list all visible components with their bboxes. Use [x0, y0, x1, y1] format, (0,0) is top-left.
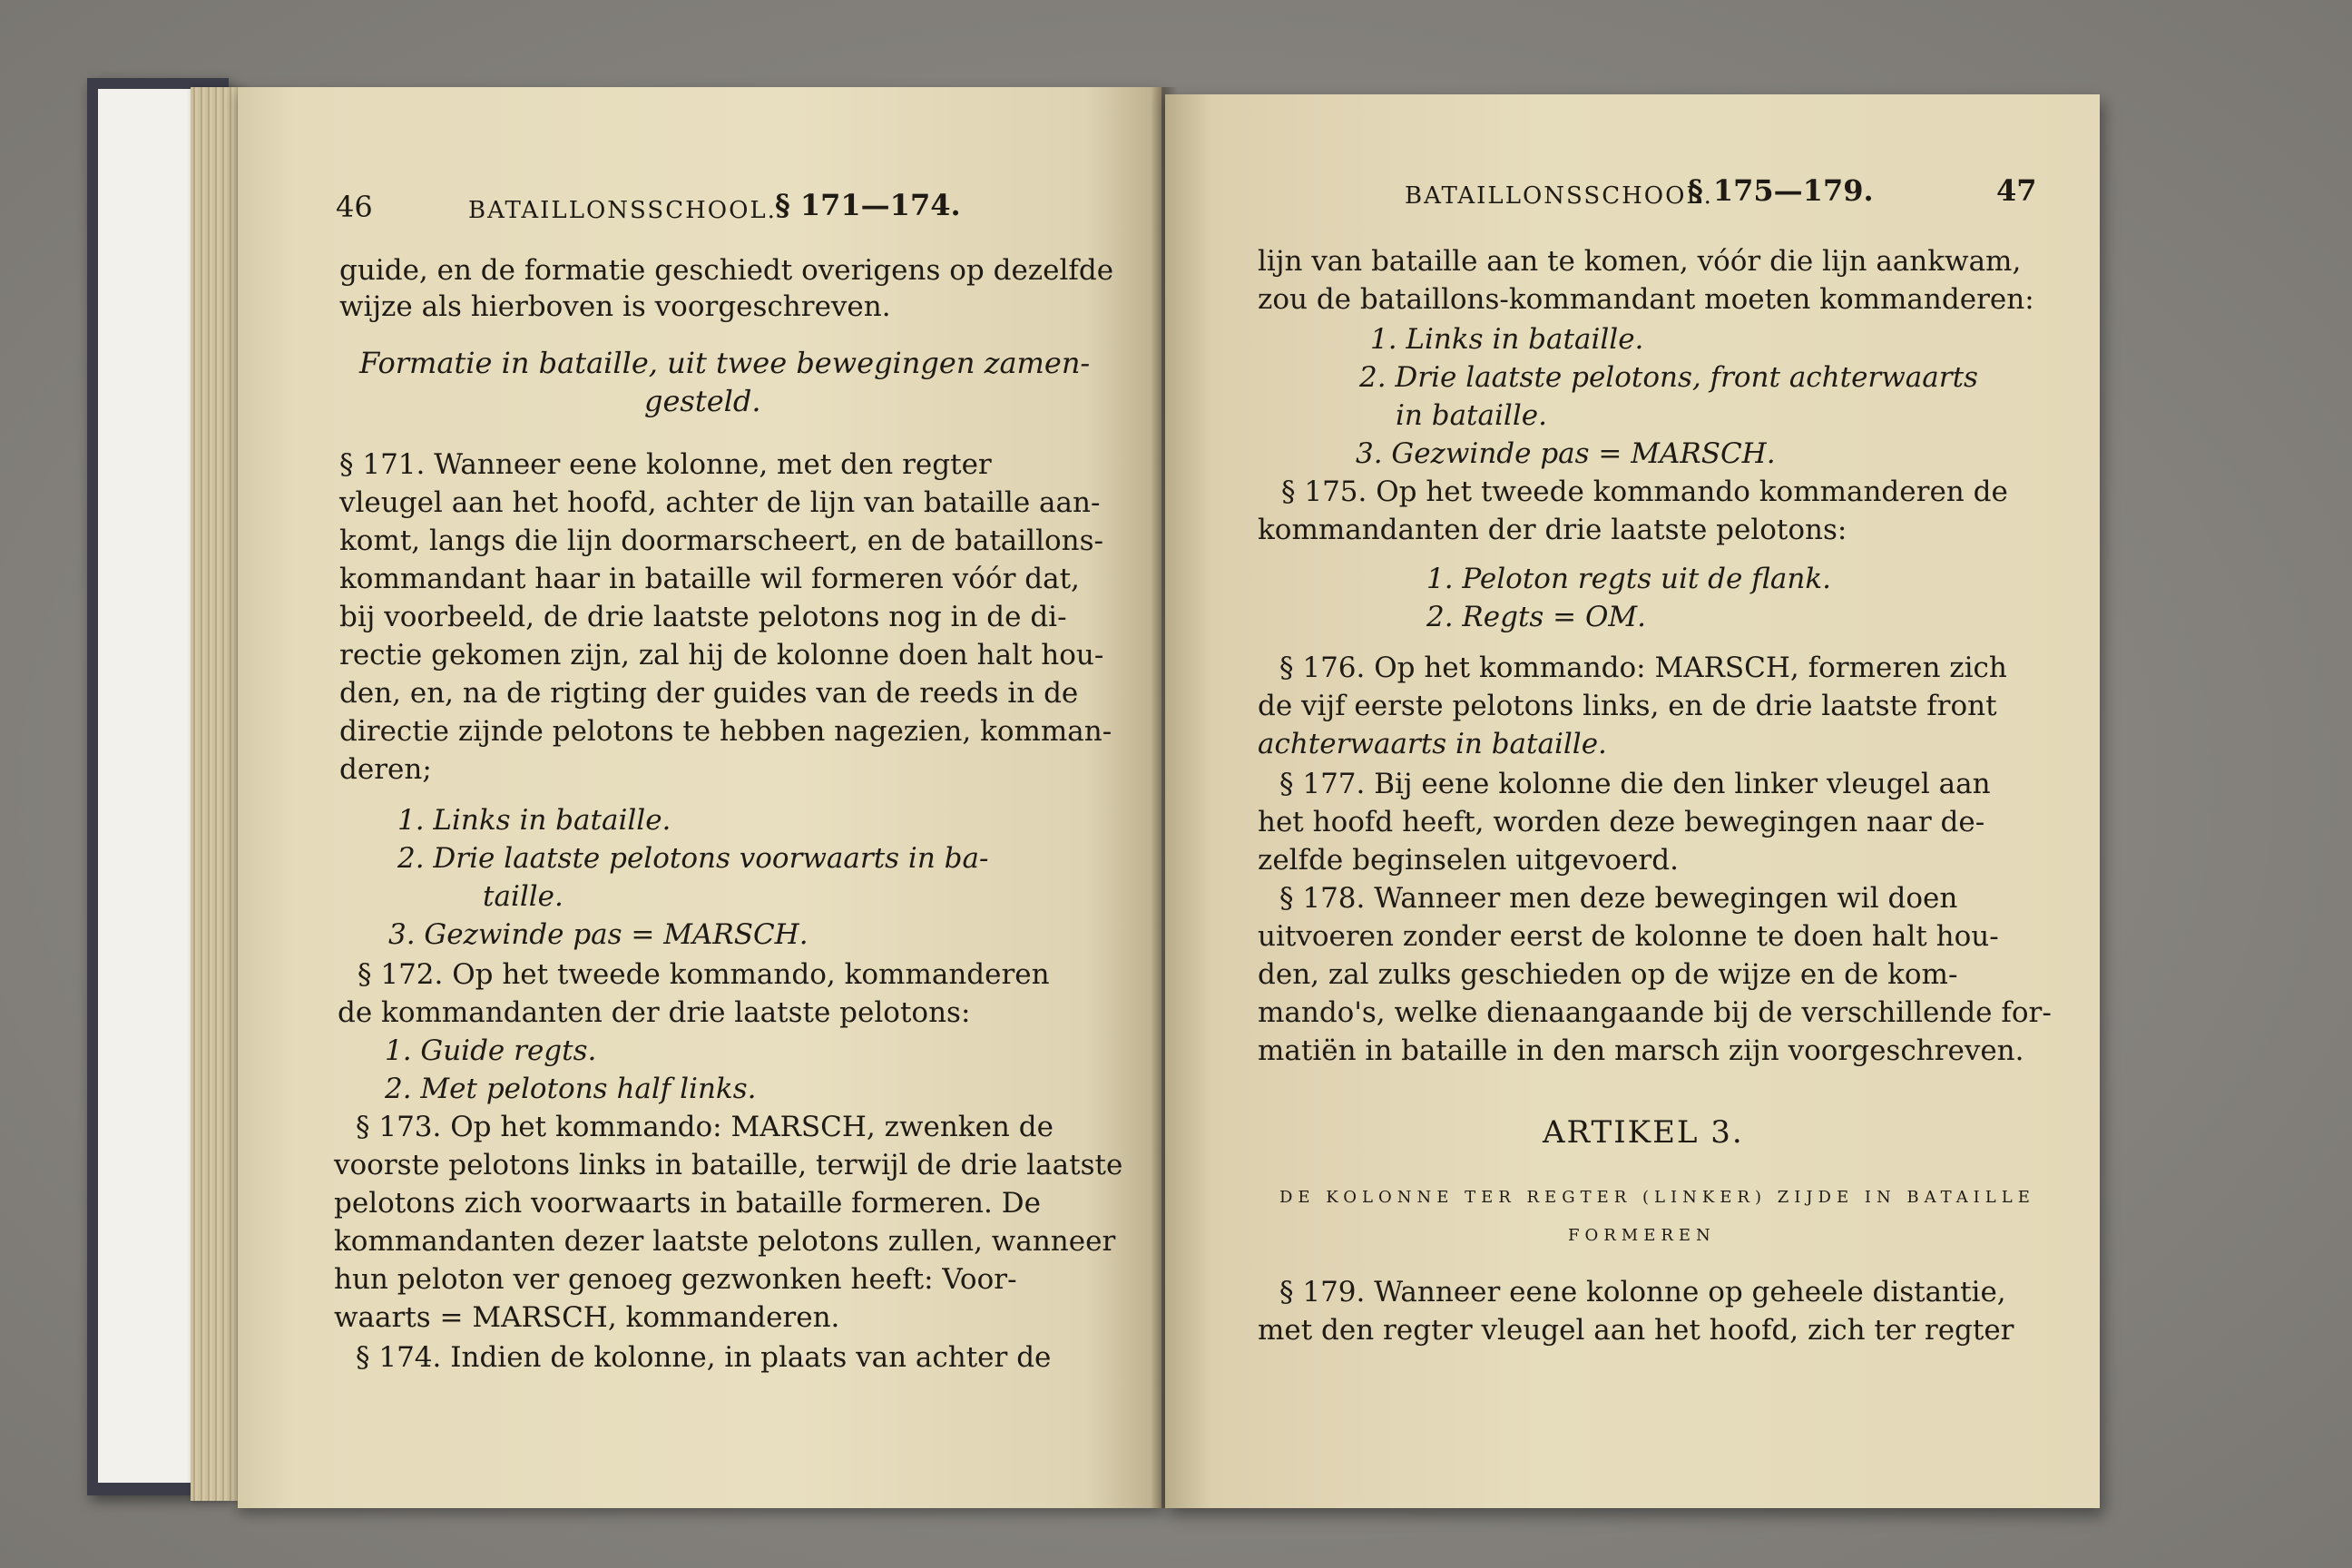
text-line: matiën in bataille in den marsch zijn voorgeschreven. [1258, 1034, 2024, 1067]
text-line: § 175. Op het tweede kommando kommanderen de [1281, 475, 2008, 508]
right-page [1165, 94, 2100, 1508]
text-line: § 171. Wanneer eene kolonne, met den regter [339, 448, 992, 481]
running-header: BATAILLONSSCHOOL. [1405, 182, 1713, 210]
article-subtitle: DE KOLONNE TER REGTER (LINKER) ZIJDE IN BATAILLE [1279, 1188, 2035, 1207]
header-section-range: § 175—179. [1688, 173, 1874, 208]
text-line: § 177. Bij eene kolonne die den linker vleugel aan [1279, 768, 1991, 800]
command-line: 2. Drie laatste pelotons voorwaarts in ba- [397, 842, 989, 875]
text-line: directie zijnde pelotons te hebben nagezien, komman- [339, 715, 1112, 748]
text-line: bij voorbeeld, de drie laatste pelotons nog in de di- [339, 601, 1067, 633]
text-line: § 179. Wanneer eene kolonne op geheele distantie, [1279, 1276, 2006, 1308]
section-title: Formatie in bataille, uit twee bewegingen zamen- [359, 346, 1091, 380]
command-line: 2. Drie laatste pelotons, front achterwaarts [1359, 361, 1978, 394]
text-line: zou de bataillons-kommandant moeten kommanderen: [1258, 283, 2034, 316]
text-line: lijn van bataille aan te komen, vóór die lijn aankwam, [1258, 245, 2022, 278]
text-line: de kommandanten der drie laatste pelotons: [338, 996, 971, 1029]
text-line: de vijf eerste pelotons links, en de drie laatste front [1258, 690, 1997, 722]
command-line: 3. Gezwinde pas = MARSCH. [388, 918, 808, 951]
command-line: 2. Regts = OM. [1426, 601, 1647, 633]
page-edges [191, 87, 245, 1501]
text-line: kommandant haar in bataille wil formeren vóór dat, [339, 563, 1080, 595]
command-line: 2. Met pelotons half links. [385, 1073, 757, 1105]
text-line: pelotons zich voorwaarts in bataille formeren. De [334, 1187, 1041, 1220]
page-number: 47 [1996, 173, 2037, 208]
command-line: 3. Gezwinde pas = MARSCH. [1356, 437, 1776, 470]
text-line: § 172. Op het tweede kommando, kommanderen [358, 958, 1050, 991]
text-line: voorste pelotons links in bataille, terwijl de drie laatste [334, 1149, 1123, 1181]
text-line: mando's, welke dienaangaande bij de verschillende for- [1258, 996, 2052, 1029]
text-line: § 174. Indien de kolonne, in plaats van achter de [356, 1341, 1052, 1374]
command-line: 1. Links in bataille. [1370, 323, 1644, 356]
text-line: kommandanten der drie laatste pelotons: [1258, 514, 1847, 546]
text-line: het hoofd heeft, worden deze bewegingen naar de- [1258, 806, 1985, 838]
running-header: BATAILLONSSCHOOL. [468, 197, 777, 224]
section-title: gesteld. [644, 384, 761, 418]
text-line: deren; [339, 753, 432, 786]
text-line: komt, langs die lijn doormarscheert, en de bataillons- [339, 524, 1104, 557]
command-line: 1. Links in bataille. [397, 804, 671, 837]
article-heading: ARTIKEL 3. [1543, 1114, 1744, 1151]
command-line: 1. Peloton regts uit de flank. [1426, 563, 1831, 595]
command-line: 1. Guide regts. [385, 1034, 597, 1067]
text-line: uitvoeren zonder eerst de kolonne te doen halt hou- [1258, 920, 1999, 953]
text-line: hun peloton ver genoeg gezwonken heeft: Voor- [334, 1263, 1017, 1296]
command-line: taille. [483, 880, 564, 913]
text-line: kommandanten dezer laatste pelotons zullen, wanneer [334, 1225, 1116, 1258]
command-line: in bataille. [1396, 399, 1547, 432]
text-line: wijze als hierboven is voorgeschreven. [339, 290, 891, 323]
text-line: § 173. Op het kommando: MARSCH, zwenken de [356, 1111, 1054, 1143]
text-line: § 178. Wanneer men deze bewegingen wil doen [1279, 882, 1958, 915]
header-section-range: § 171—174. [775, 188, 961, 222]
text-line: § 176. Op het kommando: MARSCH, formeren zich [1279, 652, 2007, 684]
article-subtitle: FORMEREN [1568, 1226, 1716, 1245]
text-line: den, zal zulks geschieden op de wijze en de kom- [1258, 958, 1958, 991]
text-line: guide, en de formatie geschiedt overigens op dezelfde [339, 254, 1114, 287]
page-number: 46 [336, 190, 373, 224]
left-page [238, 87, 1161, 1508]
text-line: den, en, na de rigting der guides van de reeds in de [339, 677, 1079, 710]
text-line: vleugel aan het hoofd, achter de lijn van bataille aan- [339, 486, 1101, 519]
text-line: rectie gekomen zijn, zal hij de kolonne doen halt hou- [339, 639, 1104, 671]
text-line: met den regter vleugel aan het hoofd, zich ter regter [1258, 1314, 2014, 1347]
text-line: achterwaarts in bataille. [1258, 728, 1607, 760]
text-line: waarts = MARSCH, kommanderen. [334, 1301, 840, 1334]
text-line: zelfde beginselen uitgevoerd. [1258, 844, 1679, 877]
